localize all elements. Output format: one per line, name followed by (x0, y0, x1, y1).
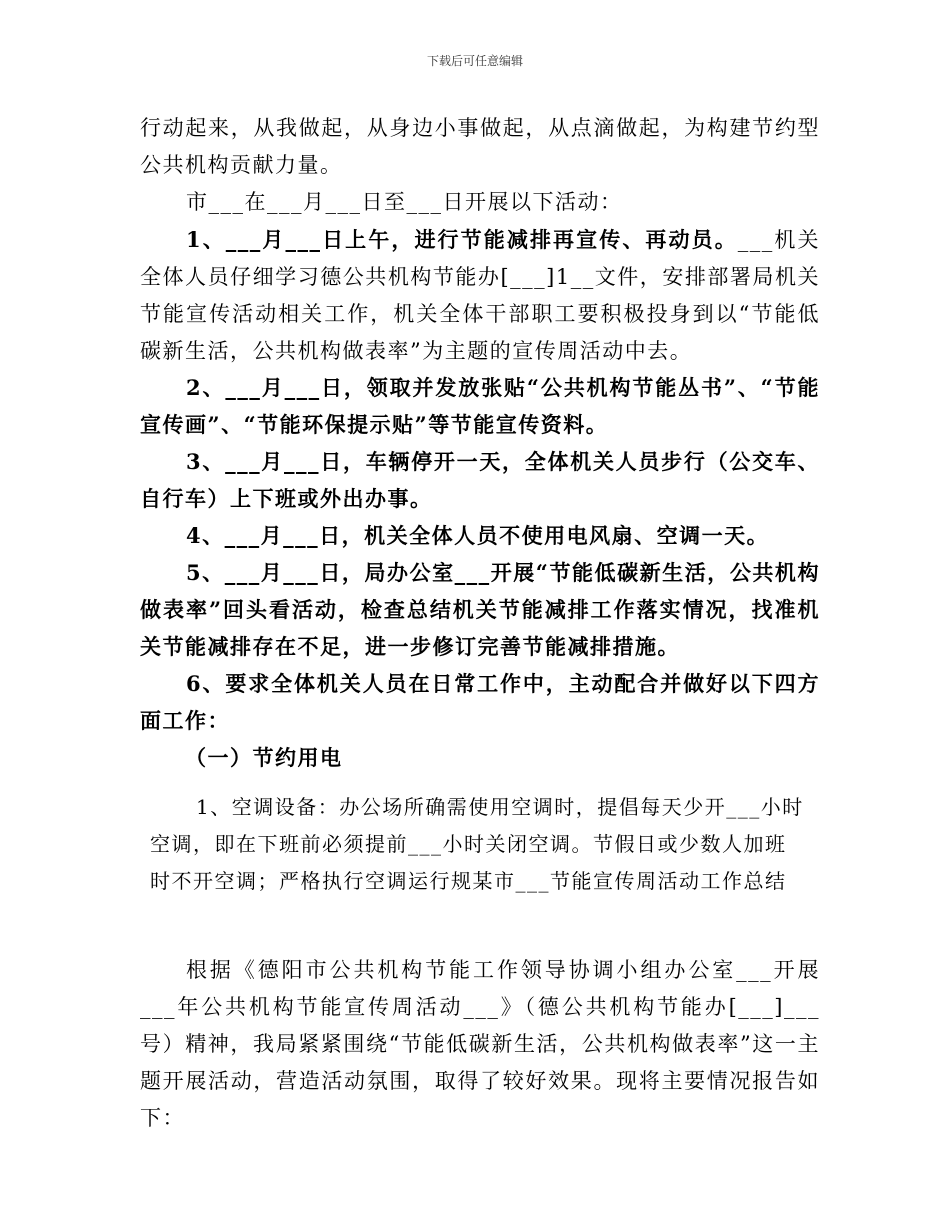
paragraph-item-4: 4、___月___日，机关全体人员不使用电风扇、空调一天。 (186, 523, 770, 548)
item-1-title: 1、___月___日上午，进行节能减排再宣传、再动员。 (186, 227, 738, 252)
paragraph-intro: 行动起来，从我做起，从身边小事做起，从点滴做起，为构建节约型公共机构贡献力量。 (140, 116, 820, 177)
paragraph-item-1 (140, 221, 820, 370)
paragraph-item-5: 5、___月___日，局办公室___开展“节能低碳新生活，公共机构做表率”回头看活动，检查总结机关节能减排工作落实情况，找准机关节能减排存在不足，进一步修订完善节能减排措施。 (140, 560, 820, 659)
paragraph-schedule: 市___在___月___日至___日开展以下活动： (186, 190, 623, 214)
paragraph-summary: 根据《德阳市公共机构节能工作领导协调小组办公室___开展___年公共机构节能宣传周活动___》（德公共机构节能办[___]___号）精神，我局紧紧围绕“节能低碳新生活，公共机构做表率”这一主题开展活动，营造活动氛围，取得了较好效果。现将主要情况报告如下： (140, 958, 820, 1130)
paragraph-item-2: 2、___月___日，领取并发放张贴“公共机构节能丛书”、“节能宣传画”、“节能环保提示贴”等节能宣传资料。 (140, 375, 820, 437)
paragraph-air-conditioning: 1、空调设备：办公场所确需使用空调时，提倡每天少开___小时空调，即在下班前必须提前___小时关闭空调。节假日或少数人加班时不开空调；严格执行空调运行规某市___节能宣传周活动工作总结 (150, 795, 804, 893)
paragraph-item-3: 3、___月___日，车辆停开一天，全体机关人员步行（公交车、自行车）上下班或外出办事。 (140, 449, 820, 511)
page-header-note: 下载后可任意编辑 (426, 54, 523, 68)
paragraph-item-6: 6、要求全体机关人员在日常工作中，主动配合并做好以下四方面工作： (140, 671, 820, 733)
section-heading-electricity: （一）节约用电 (185, 745, 343, 770)
item-1-body: ___机关全体人员仔细学习德公共机构节能办[___]1__文件，安排部署局机关节能宣传活动相关工作，机关全体干部职工要积极投身到以“节能低碳新生活，公共机构做表率”为主题的宣传周活动中去。 (140, 228, 820, 363)
